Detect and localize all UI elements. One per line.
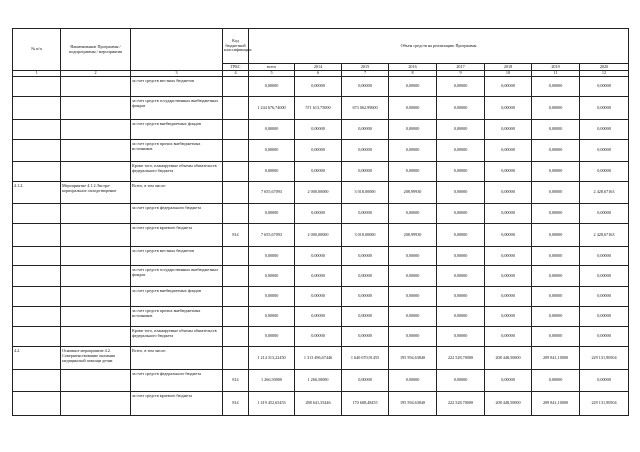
row-year-value-cell: 0,00000 — [295, 120, 342, 140]
column-number: 5 — [249, 71, 295, 77]
row-name-cell — [61, 287, 131, 307]
row-year-value-cell: 0,00000 — [389, 327, 437, 347]
row-year-value-cell: 0,00000 — [580, 162, 629, 182]
row-year-value-cell: 0,00000 — [580, 120, 629, 140]
row-name-cell: Основное мероприятие 4.2. Совершенствование оказания медицинской помощи детям — [61, 347, 131, 370]
row-name-cell — [61, 77, 131, 97]
row-year-value-cell: 2 000,00000 — [295, 224, 342, 247]
row-year-value-cell: 0,00000 — [295, 204, 342, 224]
row-code-cell — [223, 182, 249, 204]
row-year-value-cell: 0,00000 — [437, 224, 485, 247]
row-number-cell — [13, 327, 61, 347]
row-source-cell: за счет средств внебюджетных фондов — [131, 120, 223, 140]
row-total-cell: 0,00000 — [249, 162, 295, 182]
row-code-cell — [223, 307, 249, 327]
row-year-value-cell: 288 641,35446 — [295, 392, 342, 416]
header-year: 2018 — [485, 64, 532, 71]
row-year-value-cell: 1 266,50000 — [295, 370, 342, 392]
header-year: 2016 — [389, 64, 437, 71]
row-year-value-cell: 0,00000 — [580, 97, 629, 120]
column-number: 1 — [13, 71, 61, 77]
row-number-cell — [13, 120, 61, 140]
row-year-value-cell: 0,00000 — [485, 120, 532, 140]
column-number: 8 — [389, 71, 437, 77]
row-year-value-cell: 0,00000 — [580, 370, 629, 392]
row-year-value-cell: 0,00000 — [485, 224, 532, 247]
header-year: 2015 — [342, 64, 389, 71]
header-year: 2020 — [580, 64, 629, 71]
row-year-value-cell: 0,00000 — [485, 266, 532, 287]
row-name-cell — [61, 120, 131, 140]
row-total-cell: 0,00000 — [249, 120, 295, 140]
row-code-cell — [223, 247, 249, 266]
column-number: 9 — [437, 71, 485, 77]
table-row — [13, 182, 629, 204]
row-source-cell: за счет средств государственных внебюджетных фондов — [131, 97, 223, 120]
row-total-cell: 1 266,50000 — [249, 370, 295, 392]
row-year-value-cell: 0,00000 — [389, 204, 437, 224]
row-year-value-cell: 222 528,70000 — [437, 347, 485, 370]
row-number-cell — [13, 97, 61, 120]
row-year-value-cell: 0,00000 — [437, 140, 485, 162]
row-year-value-cell: 0,00000 — [437, 204, 485, 224]
table-row — [13, 224, 629, 247]
table-row — [13, 77, 629, 97]
row-source-cell: за счет средств краевого бюджета — [131, 392, 223, 416]
row-year-value-cell: 0,00000 — [389, 140, 437, 162]
column-number: 2 — [61, 71, 131, 77]
row-year-value-cell: 229 131,90504 — [580, 347, 629, 370]
row-year-value-cell: 0,00000 — [532, 120, 580, 140]
table-row — [13, 120, 629, 140]
row-number-cell — [13, 204, 61, 224]
row-number-cell — [13, 224, 61, 247]
row-total-cell: 0,00000 — [249, 327, 295, 347]
row-code-cell: 814 — [223, 392, 249, 416]
row-year-value-cell: 209 841,10000 — [532, 347, 580, 370]
row-name-cell — [61, 162, 131, 182]
header-volume: Объем средств на реализацию Программы — [249, 29, 629, 64]
row-year-value-cell: 0,00000 — [295, 266, 342, 287]
row-total-cell: 0,00000 — [249, 287, 295, 307]
row-code-cell — [223, 140, 249, 162]
row-name-cell — [61, 140, 131, 162]
row-year-value-cell: 208 448,50000 — [485, 347, 532, 370]
row-year-value-cell: 0,00000 — [532, 97, 580, 120]
column-number: 4 — [223, 71, 249, 77]
table-row — [13, 162, 629, 182]
header-source — [131, 29, 223, 71]
row-year-value-cell: 0,00000 — [437, 162, 485, 182]
row-year-value-cell: 0,00000 — [532, 247, 580, 266]
row-year-value-cell: 0,00000 — [532, 370, 580, 392]
row-year-value-cell: 0,00000 — [580, 266, 629, 287]
row-year-value-cell: 2 428,67163 — [580, 182, 629, 204]
row-year-value-cell: 0,00000 — [295, 327, 342, 347]
row-year-value-cell: 0,00000 — [532, 266, 580, 287]
table-header — [13, 29, 629, 77]
row-total-cell: 7 655,67093 — [249, 224, 295, 247]
row-year-value-cell: 0,00000 — [532, 77, 580, 97]
row-year-value-cell: 0,00000 — [485, 182, 532, 204]
table-row — [13, 204, 629, 224]
header-year: 2017 — [437, 64, 485, 71]
table-row — [13, 327, 629, 347]
row-year-value-cell: 0,00000 — [342, 266, 389, 287]
row-year-value-cell: 0,00000 — [342, 370, 389, 392]
row-year-value-cell: 0,00000 — [485, 204, 532, 224]
table-row — [13, 287, 629, 307]
row-year-value-cell: 673 062,99000 — [342, 97, 389, 120]
row-year-value-cell: 195 594,63840 — [389, 392, 437, 416]
row-source-cell: Кроме того, планируемые объемы обязательств федерального бюджета — [131, 162, 223, 182]
row-year-value-cell: 2 428,67163 — [580, 224, 629, 247]
column-number: 12 — [580, 71, 629, 77]
row-year-value-cell: 0,00000 — [580, 77, 629, 97]
table-row — [13, 370, 629, 392]
table-row — [13, 392, 629, 416]
row-year-value-cell: 208,99930 — [389, 182, 437, 204]
row-source-cell: за счет средств прочих внебюджетных источников — [131, 140, 223, 162]
row-year-value-cell: 0,00000 — [532, 140, 580, 162]
table-body — [13, 77, 629, 416]
row-name-cell — [61, 204, 131, 224]
row-year-value-cell: 0,00000 — [532, 224, 580, 247]
row-number-cell — [13, 307, 61, 327]
row-number-cell — [13, 247, 61, 266]
header-year: 2014 — [295, 64, 342, 71]
row-number-cell — [13, 370, 61, 392]
row-year-value-cell: 0,00000 — [580, 247, 629, 266]
row-year-value-cell: 0,00000 — [342, 162, 389, 182]
row-year-value-cell: 0,00000 — [389, 97, 437, 120]
row-source-cell: за счет средств краевого бюджета — [131, 224, 223, 247]
row-total-cell: 0,00000 — [249, 77, 295, 97]
row-code-cell — [223, 120, 249, 140]
row-year-value-cell: 0,00000 — [485, 287, 532, 307]
row-name-cell — [61, 370, 131, 392]
row-year-value-cell: 0,00000 — [295, 307, 342, 327]
row-name-cell — [61, 224, 131, 247]
table-row — [13, 97, 629, 120]
budget-table-sheet — [12, 28, 628, 416]
table-row — [13, 140, 629, 162]
row-year-value-cell: 0,00000 — [295, 247, 342, 266]
row-year-value-cell: 0,00000 — [532, 327, 580, 347]
row-year-value-cell: 0,00000 — [532, 204, 580, 224]
row-year-value-cell: 0,00000 — [437, 120, 485, 140]
row-total-cell: 1 214 313,22450 — [249, 347, 295, 370]
row-code-cell — [223, 347, 249, 370]
row-source-cell: за счет средств внебюджетных фондов — [131, 287, 223, 307]
row-year-value-cell: 0,00000 — [580, 327, 629, 347]
header-code: Код бюджетной классификации — [223, 29, 249, 64]
row-code-cell: 814 — [223, 224, 249, 247]
header-name: Наименование Программы / подпрограммы / мероприятия — [61, 29, 131, 71]
row-name-cell — [61, 327, 131, 347]
row-code-cell — [223, 204, 249, 224]
row-code-cell — [223, 266, 249, 287]
row-year-value-cell: 0,00000 — [389, 287, 437, 307]
row-total-cell: 1 419 452,65453 — [249, 392, 295, 416]
row-year-value-cell: 0,00000 — [342, 77, 389, 97]
row-code-cell — [223, 162, 249, 182]
row-year-value-cell: 0,00000 — [485, 140, 532, 162]
row-year-value-cell: 0,00000 — [389, 247, 437, 266]
row-year-value-cell: 0,00000 — [485, 77, 532, 97]
row-source-cell: Всего, в том числе: — [131, 182, 223, 204]
row-year-value-cell: 1 313 496,67446 — [295, 347, 342, 370]
row-year-value-cell: 3 018,00000 — [342, 182, 389, 204]
row-year-value-cell: 1 640 670,91455 — [342, 347, 389, 370]
row-name-cell — [61, 97, 131, 120]
row-year-value-cell: 229 131,90504 — [580, 392, 629, 416]
table-row — [13, 307, 629, 327]
row-year-value-cell: 571 613,75000 — [295, 97, 342, 120]
row-total-cell: 1 244 676,74000 — [249, 97, 295, 120]
row-year-value-cell: 0,00000 — [437, 327, 485, 347]
row-year-value-cell: 170 608,48455 — [342, 392, 389, 416]
column-number: 6 — [295, 71, 342, 77]
row-year-value-cell: 0,00000 — [580, 307, 629, 327]
row-source-cell: за счет средств федерального бюджета — [131, 370, 223, 392]
row-name-cell — [61, 392, 131, 416]
row-total-cell: 0,00000 — [249, 307, 295, 327]
row-year-value-cell: 0,00000 — [580, 287, 629, 307]
row-year-value-cell: 0,00000 — [580, 204, 629, 224]
header-year: 2019 — [532, 64, 580, 71]
row-source-cell: за счет средств местных бюджетов — [131, 77, 223, 97]
column-number: 7 — [342, 71, 389, 77]
row-code-cell — [223, 327, 249, 347]
row-year-value-cell: 0,00000 — [295, 162, 342, 182]
row-year-value-cell: 2 000,00000 — [295, 182, 342, 204]
row-year-value-cell: 0,00000 — [389, 77, 437, 97]
row-year-value-cell: 0,00000 — [342, 247, 389, 266]
row-year-value-cell: 0,00000 — [342, 140, 389, 162]
row-year-value-cell: 0,00000 — [485, 370, 532, 392]
row-source-cell: за счет средств местных бюджетов — [131, 247, 223, 266]
row-total-cell: 0,00000 — [249, 266, 295, 287]
row-year-value-cell: 0,00000 — [485, 247, 532, 266]
row-year-value-cell: 0,00000 — [389, 120, 437, 140]
row-code-cell — [223, 77, 249, 97]
row-year-value-cell: 208,99930 — [389, 224, 437, 247]
row-number-cell — [13, 392, 61, 416]
row-year-value-cell: 0,00000 — [437, 266, 485, 287]
row-number-cell: 4.1.2. — [13, 182, 61, 204]
row-code-cell — [223, 97, 249, 120]
row-year-value-cell: 0,00000 — [532, 182, 580, 204]
header-total: всего — [249, 64, 295, 71]
row-name-cell: Мероприятие 4.1.2.Экстра-корпоральное оплодотворение — [61, 182, 131, 204]
row-year-value-cell: 0,00000 — [342, 327, 389, 347]
row-year-value-cell: 0,00000 — [342, 120, 389, 140]
column-number: 3 — [131, 71, 223, 77]
row-total-cell: 0,00000 — [249, 247, 295, 266]
row-number-cell — [13, 266, 61, 287]
row-year-value-cell: 0,00000 — [485, 307, 532, 327]
row-year-value-cell: 0,00000 — [342, 204, 389, 224]
row-year-value-cell: 0,00000 — [389, 370, 437, 392]
header-grbs: ГРБС — [223, 64, 249, 71]
row-total-cell: 0,00000 — [249, 140, 295, 162]
row-source-cell: за счет средств федерального бюджета — [131, 204, 223, 224]
row-number-cell — [13, 77, 61, 97]
table-row — [13, 247, 629, 266]
row-year-value-cell: 0,00000 — [295, 77, 342, 97]
row-year-value-cell: 0,00000 — [389, 266, 437, 287]
row-year-value-cell: 0,00000 — [295, 287, 342, 307]
row-number-cell — [13, 140, 61, 162]
row-year-value-cell: 0,00000 — [437, 77, 485, 97]
row-year-value-cell: 0,00000 — [437, 182, 485, 204]
row-year-value-cell: 195 594,63840 — [389, 347, 437, 370]
row-year-value-cell: 0,00000 — [389, 162, 437, 182]
row-year-value-cell: 0,00000 — [342, 287, 389, 307]
row-year-value-cell: 0,00000 — [437, 287, 485, 307]
row-year-value-cell: 209 841,10000 — [532, 392, 580, 416]
row-year-value-cell: 0,00000 — [437, 247, 485, 266]
row-code-cell — [223, 287, 249, 307]
row-year-value-cell: 0,00000 — [437, 307, 485, 327]
row-year-value-cell: 3 018,00000 — [342, 224, 389, 247]
row-year-value-cell: 0,00000 — [485, 162, 532, 182]
row-year-value-cell: 208 448,50000 — [485, 392, 532, 416]
column-number: 11 — [532, 71, 580, 77]
row-year-value-cell: 0,00000 — [532, 162, 580, 182]
row-number-cell: 4.2. — [13, 347, 61, 370]
row-source-cell: за счет средств государственных внебюджетных фондов — [131, 266, 223, 287]
row-year-value-cell: 0,00000 — [437, 370, 485, 392]
row-year-value-cell: 0,00000 — [485, 97, 532, 120]
table-row — [13, 266, 629, 287]
row-year-value-cell: 0,00000 — [295, 140, 342, 162]
row-year-value-cell: 0,00000 — [485, 327, 532, 347]
row-year-value-cell: 0,00000 — [532, 307, 580, 327]
row-year-value-cell: 0,00000 — [437, 97, 485, 120]
column-number: 10 — [485, 71, 532, 77]
row-name-cell — [61, 307, 131, 327]
row-year-value-cell: 0,00000 — [389, 307, 437, 327]
row-source-cell: Кроме того, планируемые объемы обязательств федерального бюджета — [131, 327, 223, 347]
row-total-cell: 7 655,67093 — [249, 182, 295, 204]
row-number-cell — [13, 287, 61, 307]
budget-table — [12, 28, 629, 416]
row-number-cell — [13, 162, 61, 182]
row-year-value-cell: 0,00000 — [580, 140, 629, 162]
row-year-value-cell: 0,00000 — [532, 287, 580, 307]
row-total-cell: 0,00000 — [249, 204, 295, 224]
header-num: № п/п — [13, 29, 61, 71]
row-source-cell: Всего, в том числе: — [131, 347, 223, 370]
row-code-cell: 814 — [223, 370, 249, 392]
row-year-value-cell: 0,00000 — [342, 307, 389, 327]
row-year-value-cell: 222 528,70000 — [437, 392, 485, 416]
row-source-cell: за счет средств прочих внебюджетных источников — [131, 307, 223, 327]
row-name-cell — [61, 247, 131, 266]
row-name-cell — [61, 266, 131, 287]
table-row — [13, 347, 629, 370]
